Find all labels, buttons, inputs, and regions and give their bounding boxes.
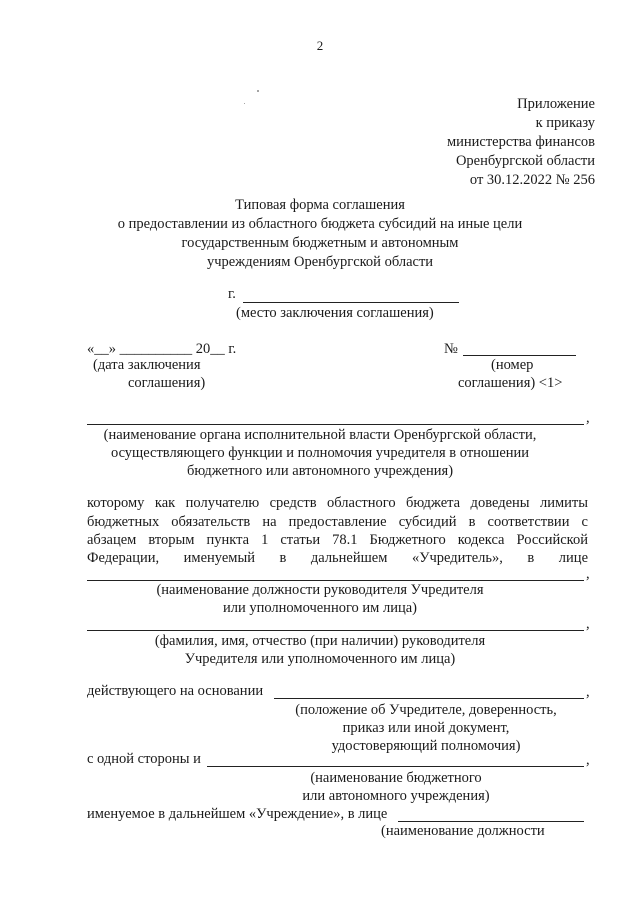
title-line-2: о предоставлении из областного бюджета субсидий на иные цели (117, 216, 523, 232)
side-caption-2: или автономного учреждения) (302, 788, 490, 804)
basis-field-line[interactable] (274, 698, 584, 699)
position-caption-1: (наименование должности руководителя Учредителя (156, 582, 484, 598)
side-label: с одной стороны и (87, 751, 201, 767)
place-prefix: г. (228, 286, 236, 302)
side-caption-1: (наименование бюджетного (310, 770, 482, 786)
scan-speck (244, 103, 245, 104)
basis-caption-3: удостоверяющий полномочия) (331, 738, 521, 754)
organ-caption-3: бюджетного или автономного учреждения) (186, 463, 454, 479)
organ-field-line[interactable] (87, 424, 584, 425)
position-comma: , (586, 566, 590, 582)
institution-position-field-line[interactable] (398, 821, 584, 822)
basis-caption-1: (положение об Учредителе, доверенность, (295, 702, 557, 718)
paragraph-line-3: абзацем вторым пункта 1 статьи 78.1 Бюджетного кодекса Российской (87, 532, 588, 548)
paragraph-line-4: Федерации, именуемый в дальнейшем «Учредитель», в лице (87, 550, 588, 566)
number-caption-2: соглашения) <1> (458, 375, 563, 391)
appendix-line-5: от 30.12.2022 № 256 (469, 172, 595, 188)
institution-caption-1: (наименование должности (381, 823, 545, 839)
place-field-line[interactable] (243, 302, 459, 303)
title-line-1: Типовая форма соглашения (235, 197, 405, 213)
fio-comma: , (586, 616, 590, 632)
basis-label: действующего на основании (87, 683, 264, 699)
organ-comma: , (586, 410, 590, 426)
basis-comma: , (586, 684, 590, 700)
fio-caption-1: (фамилия, имя, отчество (при наличии) руководителя (154, 633, 486, 649)
position-caption-2: или уполномоченного им лица) (222, 600, 417, 616)
place-caption: (место заключения соглашения) (236, 305, 434, 321)
title-line-4: учреждениям Оренбургской области (206, 254, 434, 270)
appendix-line-1: Приложение (517, 96, 595, 112)
number-prefix: № (444, 341, 458, 357)
organ-caption-2: осуществляющего функции и полномочия учредителя в отношении (110, 445, 530, 461)
date-field[interactable]: «__» __________ 20__ г. (87, 341, 237, 357)
number-field-line[interactable] (463, 355, 576, 356)
appendix-line-3: министерства финансов (446, 134, 595, 150)
scan-speck (257, 90, 259, 92)
appendix-line-4: Оренбургской области (455, 153, 595, 169)
title-line-3: государственным бюджетным и автономным (181, 235, 459, 251)
fio-field-line[interactable] (87, 630, 584, 631)
institution-label: именуемое в дальнейшем «Учреждение», в лице (87, 806, 388, 822)
position-field-line[interactable] (87, 580, 584, 581)
appendix-line-2: к приказу (535, 115, 595, 131)
institution-field-line[interactable] (207, 766, 584, 767)
paragraph-line-2: бюджетных обязательств на предоставление субсидий в соответствии с (87, 514, 588, 530)
date-caption-2: соглашения) (128, 375, 206, 391)
date-caption-1: (дата заключения (93, 357, 201, 373)
basis-caption-2: приказ или иной документ, (342, 720, 510, 736)
side-comma: , (586, 752, 590, 768)
fio-caption-2: Учредителя или уполномоченного им лица) (184, 651, 456, 667)
organ-caption-1: (наименование органа исполнительной власти Оренбургской области, (103, 427, 537, 443)
page-number: 2 (316, 38, 324, 53)
number-caption-1: (номер (491, 357, 534, 373)
paragraph-line-1: которому как получателю средств областного бюджета доведены лимиты (87, 495, 588, 511)
